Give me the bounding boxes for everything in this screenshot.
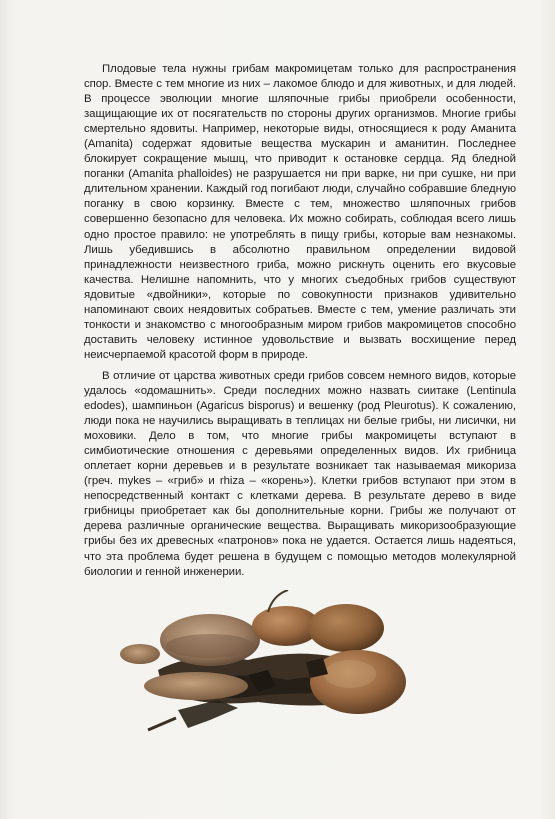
mushrooms-photo bbox=[118, 590, 418, 740]
paragraph-macromycetes: Плодовые тела нужны грибам макромицетам только для распространения спор. Вместе с тем многие из них – лакомое блюдо и для животных, и для людей. В процессе эволюции многие шляпочные грибы приобрели особенности, защищающие их от посягательств по стороны других организмов. Многие грибы смертельно ядовиты. Например, некоторые виды, относящиеся к роду Аманита (Amanita) содержат ядовитые вещества мускарин и аманитин. Последнее блокирует сокращение мышц, что приводит к остановке сердца. Яд бледной поганки (Amanita phalloides) не разрушается ни при варке, ни при сушке, ни при длительном хранении. Каждый год погибают люди, случайно собравшие бледную поганку в свою корзинку. Вместе с тем, множество шляпочных грибов совершенно безопасно для человека. Их можно собирать, соблюдая всего лишь одно простое правило: не употреблять в пищу грибы, которые вам незнакомы. Лишь убедившись в абсолютно правильном определении видовой принадлежности неизвестного гриба, можно рискнуть оценить его вкусовые качества. Нелишне напомнить, что у многих съедобных грибов существуют ядовитые «двойники», которые по совокупности признаков удивительно напоминают своих неядовитых собратьев. Вместе с тем, умение различать эти тонкости и знакомство с многообразным миром грибов макромицетов способно доставить человеку истинное удовольствие и вызвать восхищение перед неисчерпаемой красотой форм в природе. bbox=[84, 63, 516, 361]
paragraph-domestication: В отличие от царства животных среди грибов совсем немного видов, которые удалось «одомашнить». Среди последних можно назвать сиитаке (Lentinula edodes), шампиньон (Agaricus bisporus) и вешенку (род Pleurotus). К сожалению, люди пока не научились выращивать в теплицах ни белые грибы, ни лисички, ни моховики. Дело в том, что многие грибы макромицеты вступают в симбиотические отношения с деревьями определенных видов. Их грибница оплетает корни деревьев и в результате возникает так называемая микориза (греч. mykes – «гриб» и rhiza – «корень»). Клетки грибов вступают при этом в непосредственный контакт с клетками дерева. В результате дерево в виде грибницы приобретает как бы дополнительные корни. Грибы же получают от дерева различные органические вещества. Выращивать микоризообразующие грибы без их древесных «патронов» пока не удается. Остается лишь надеяться, что эта проблема будет решена в будущем с помощью методов молекулярной биологии и генной инженерии. bbox=[84, 369, 516, 578]
body-text bbox=[84, 62, 516, 586]
